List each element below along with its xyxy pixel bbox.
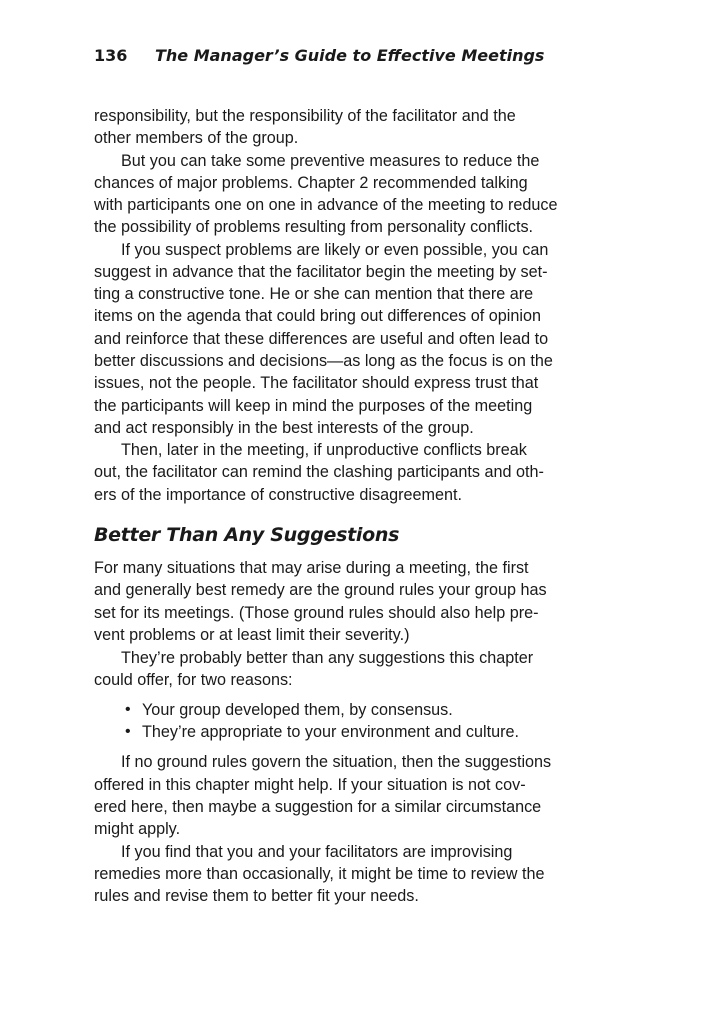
bullet-text: Your group developed them, by consensus. (142, 701, 453, 719)
running-header (94, 46, 544, 65)
section-heading: Better Than Any Suggestions (94, 524, 400, 546)
text-line: If you find that you and your facilitators are improvising (121, 843, 513, 861)
text-line: vent problems or at least limit their severity.) (94, 626, 410, 644)
text-line: ting a constructive tone. He or she can mention that there are (94, 285, 534, 303)
text-line: If no ground rules govern the situation, then the suggestions (121, 753, 552, 771)
text-line: the possibility of problems resulting from personality conflicts. (94, 218, 534, 236)
text-line: ers of the importance of constructive disagreement. (94, 486, 462, 504)
text-line: ered here, then maybe a suggestion for a similar circumstance (94, 798, 542, 816)
text-line: and act responsibly in the best interests of the group. (94, 419, 474, 437)
text-line: other members of the group. (94, 129, 299, 147)
text-line: responsibility, but the responsibility of the facilitator and the (94, 107, 516, 125)
text-line: better discussions and decisions—as long as the focus is on the (94, 352, 553, 370)
text-line: might apply. (94, 820, 181, 838)
bullet-marker: • (125, 701, 131, 718)
text-line: Then, later in the meeting, if unproductive conflicts break (121, 441, 527, 459)
text-line: and reinforce that these differences are useful and often lead to (94, 330, 549, 348)
text-line: could offer, for two reasons: (94, 671, 293, 689)
text-line: rules and revise them to better fit your needs. (94, 887, 419, 905)
text-line: offered in this chapter might help. If your situation is not cov- (94, 776, 526, 794)
text-line: items on the agenda that could bring out differences of opinion (94, 307, 541, 325)
page-number: 136 (94, 46, 128, 65)
text-line: with participants one on one in advance of the meeting to reduce (94, 196, 558, 214)
text-line: If you suspect problems are likely or even possible, you can (121, 241, 549, 259)
bullet-marker: • (125, 723, 131, 740)
bullet-text: They’re appropriate to your environment and culture. (142, 723, 520, 741)
text-line: and generally best remedy are the ground rules your group has (94, 581, 547, 599)
text-line: They’re probably better than any suggestions this chapter (121, 649, 534, 667)
text-line: suggest in advance that the facilitator begin the meeting by set- (94, 263, 548, 281)
book-title: The Manager’s Guide to Effective Meetings (154, 46, 545, 65)
text-line: set for its meetings. (Those ground rules should also help pre- (94, 604, 539, 622)
text-line: out, the facilitator can remind the clashing participants and oth- (94, 463, 544, 481)
text-line: issues, not the people. The facilitator should express trust that (94, 374, 539, 392)
text-line: For many situations that may arise during a meeting, the first (94, 559, 529, 577)
text-line: remedies more than occasionally, it might be time to review the (94, 865, 545, 883)
text-line: But you can take some preventive measures to reduce the (121, 152, 540, 170)
text-line: chances of major problems. Chapter 2 recommended talking (94, 174, 528, 192)
text-line: the participants will keep in mind the purposes of the meeting (94, 397, 533, 415)
